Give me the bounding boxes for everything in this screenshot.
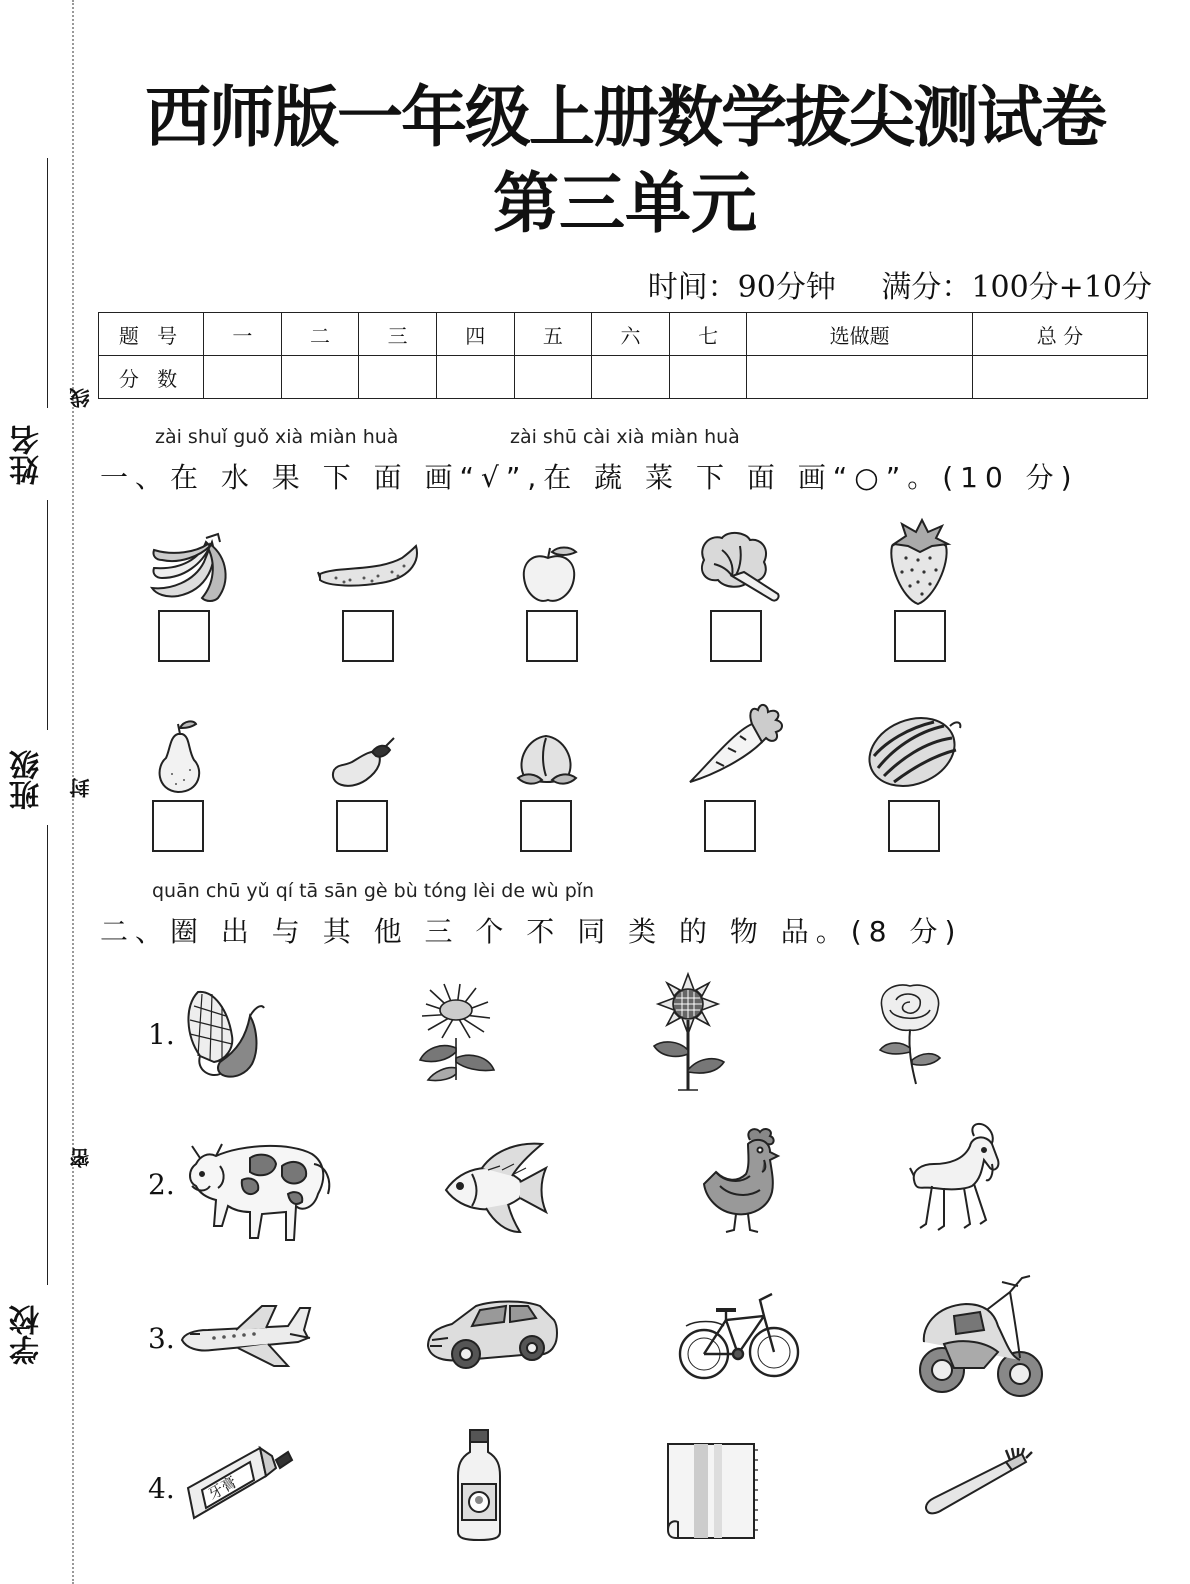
name-label: 姓名 bbox=[10, 425, 45, 485]
q2-text: 二、圈 出 与 其 他 三 个 不 同 类 的 物 品。(8 分) bbox=[100, 915, 963, 948]
q1-pinyin-a: zài shuǐ guǒ xià miàn huà bbox=[155, 426, 399, 448]
score-cell[interactable] bbox=[514, 356, 592, 399]
fish-icon bbox=[442, 1140, 554, 1236]
q1-pinyin-b: zài shū cài xià miàn huà bbox=[510, 426, 740, 448]
carrot-icon bbox=[686, 702, 786, 786]
banana-icon bbox=[148, 532, 236, 604]
eggplant-icon bbox=[326, 736, 400, 792]
q1-answer-box[interactable] bbox=[342, 610, 394, 662]
toothbrush-icon bbox=[922, 1448, 1034, 1520]
seal-line-char: 线 bbox=[69, 388, 93, 408]
towel-icon bbox=[664, 1440, 760, 1544]
corn-icon bbox=[180, 986, 266, 1082]
q2-row-label: 1. bbox=[148, 1018, 175, 1051]
class-underline bbox=[47, 500, 48, 730]
hen-icon bbox=[700, 1126, 784, 1234]
q1-answer-box[interactable] bbox=[336, 800, 388, 852]
col-header: 二 bbox=[281, 313, 359, 356]
page-title: 西师版一年级上册数学拔尖测试卷 bbox=[145, 78, 1105, 156]
score-table bbox=[98, 312, 1148, 399]
question-number-row bbox=[99, 313, 1148, 356]
row-header: 分 数 bbox=[99, 356, 204, 399]
rose-icon bbox=[872, 980, 948, 1088]
class-label: 班级 bbox=[10, 750, 45, 810]
q1-answer-box[interactable] bbox=[520, 800, 572, 852]
q1-answer-box[interactable] bbox=[894, 610, 946, 662]
q1-answer-box[interactable] bbox=[710, 610, 762, 662]
sunflower-icon bbox=[648, 974, 728, 1094]
pear-icon bbox=[152, 720, 208, 796]
col-header: 七 bbox=[669, 313, 747, 356]
col-header: 一 bbox=[204, 313, 282, 356]
cow-icon bbox=[186, 1136, 334, 1242]
cucumber-icon bbox=[316, 542, 420, 592]
name-underline bbox=[47, 158, 48, 408]
airplane-icon bbox=[178, 1304, 312, 1368]
col-header: 四 bbox=[436, 313, 514, 356]
chrysanthemum-icon bbox=[406, 982, 506, 1082]
car-icon bbox=[424, 1296, 560, 1374]
q1-answer-box[interactable] bbox=[158, 610, 210, 662]
q1-answer-box[interactable] bbox=[526, 610, 578, 662]
full-score-label: 满分：100分+10分 bbox=[881, 270, 1152, 305]
watermelon-icon bbox=[864, 710, 964, 786]
cabbage-icon bbox=[694, 530, 784, 606]
q1-answer-box[interactable] bbox=[152, 800, 204, 852]
score-row bbox=[99, 356, 1148, 399]
score-cell[interactable] bbox=[592, 356, 670, 399]
page-subtitle: 第三单元 bbox=[493, 164, 757, 242]
strawberry-icon bbox=[884, 520, 954, 606]
q2-row-label: 3. bbox=[148, 1322, 175, 1355]
q2-pinyin: quān chū yǔ qí tā sān gè bù tóng lèi de wù pǐn bbox=[152, 880, 595, 902]
toothpaste-icon bbox=[184, 1442, 300, 1520]
score-cell[interactable] bbox=[359, 356, 437, 399]
bicycle-icon bbox=[676, 1286, 802, 1382]
col-header: 总 分 bbox=[972, 313, 1147, 356]
score-cell[interactable] bbox=[972, 356, 1147, 399]
seal-feng-char: 封 bbox=[69, 778, 93, 798]
q2-row-label: 2. bbox=[148, 1168, 175, 1201]
q1-text: 一、在 水 果 下 面 画“√”,在 蔬 菜 下 面 画“○”。(10 分) bbox=[100, 461, 1079, 494]
score-cell[interactable] bbox=[669, 356, 747, 399]
score-cell[interactable] bbox=[747, 356, 973, 399]
col-header: 六 bbox=[592, 313, 670, 356]
score-cell[interactable] bbox=[204, 356, 282, 399]
apple-icon bbox=[518, 544, 580, 606]
row-header: 题 号 bbox=[99, 313, 204, 356]
score-cell[interactable] bbox=[436, 356, 514, 399]
peach-icon bbox=[514, 730, 580, 786]
school-underline bbox=[47, 825, 48, 1285]
goat-icon bbox=[908, 1120, 1004, 1236]
q1-answer-box[interactable] bbox=[888, 800, 940, 852]
bottle-icon bbox=[454, 1428, 504, 1542]
motorcycle-icon bbox=[914, 1272, 1046, 1400]
score-cell[interactable] bbox=[281, 356, 359, 399]
time-label: 时间：90分钟 bbox=[647, 270, 836, 305]
toothpaste-label: 牙膏 bbox=[205, 1472, 240, 1504]
seal-mi-char: 密 bbox=[69, 1148, 93, 1168]
school-label: 学校 bbox=[10, 1305, 45, 1365]
col-header: 五 bbox=[514, 313, 592, 356]
exam-info bbox=[612, 262, 1152, 306]
col-header: 三 bbox=[359, 313, 437, 356]
col-header: 选做题 bbox=[747, 313, 973, 356]
q1-answer-box[interactable] bbox=[704, 800, 756, 852]
q2-row-label: 4. bbox=[148, 1472, 175, 1505]
